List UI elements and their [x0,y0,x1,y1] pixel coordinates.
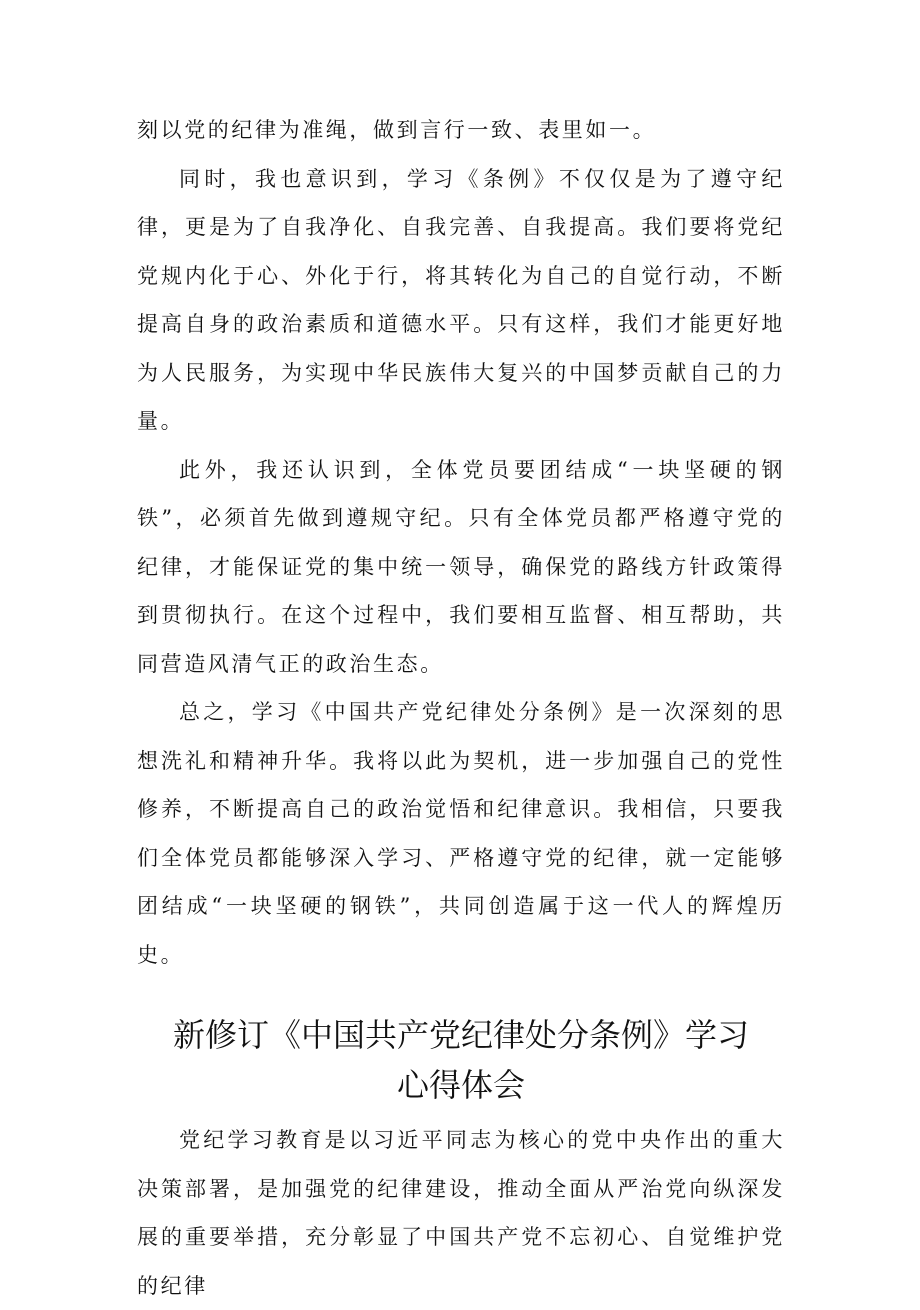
section-heading [137,1010,785,1110]
paragraph-intro: 党纪学习教育是以习近平同志为核心的党中央作出的重大决策部署，是加强党的纪律建设，推动全面从严治党向纵深发展的重要举措，充分彰显了中国共产党不忘初心、自觉维护党的纪律 [137,1128,785,1298]
paragraph-conclusion: 总之，学习《中国共产党纪律处分条例》是一次深刻的思想洗礼和精神升华。我将以此为契机，进一步加强自己的党性修养，不断提高自己的政治觉悟和纪律意识。我相信，只要我们全体党员都能够深入学习、严格遵守党的纪律，就一定能够团结成“一块坚硬的钢铁”，共同创造属于这一代人的辉煌历史。 [137,700,785,967]
section-heading-line-2: 心得体会 [396,1066,525,1104]
paragraph-awareness: 同时，我也意识到，学习《条例》不仅仅是为了遵守纪律，更是为了自我净化、自我完善、自我提高。我们要将党纪党规内化于心、外化于行，将其转化为自己的自觉行动，不断提高自身的政治素质和道德水平。只有这样，我们才能更好地为人民服务，为实现中华民族伟大复兴的中国梦贡献自己的力量。 [137,166,785,433]
section-heading-line-1: 新修订《中国共产党纪律处分条例》学习 [172,1016,749,1054]
paragraph-unity: 此外，我还认识到，全体党员要团结成“一块坚硬的钢铁”，必须首先做到遵规守纪。只有全体党员都严格遵守党的纪律，才能保证党的集中统一领导，确保党的路线方针政策得到贯彻执行。在这个过程中，我们要相互监督、相互帮助，共同营造风清气正的政治生态。 [137,457,785,676]
paragraph-continuation: 刻以党的纪律为准绳，做到言行一致、表里如一。 [137,118,657,142]
